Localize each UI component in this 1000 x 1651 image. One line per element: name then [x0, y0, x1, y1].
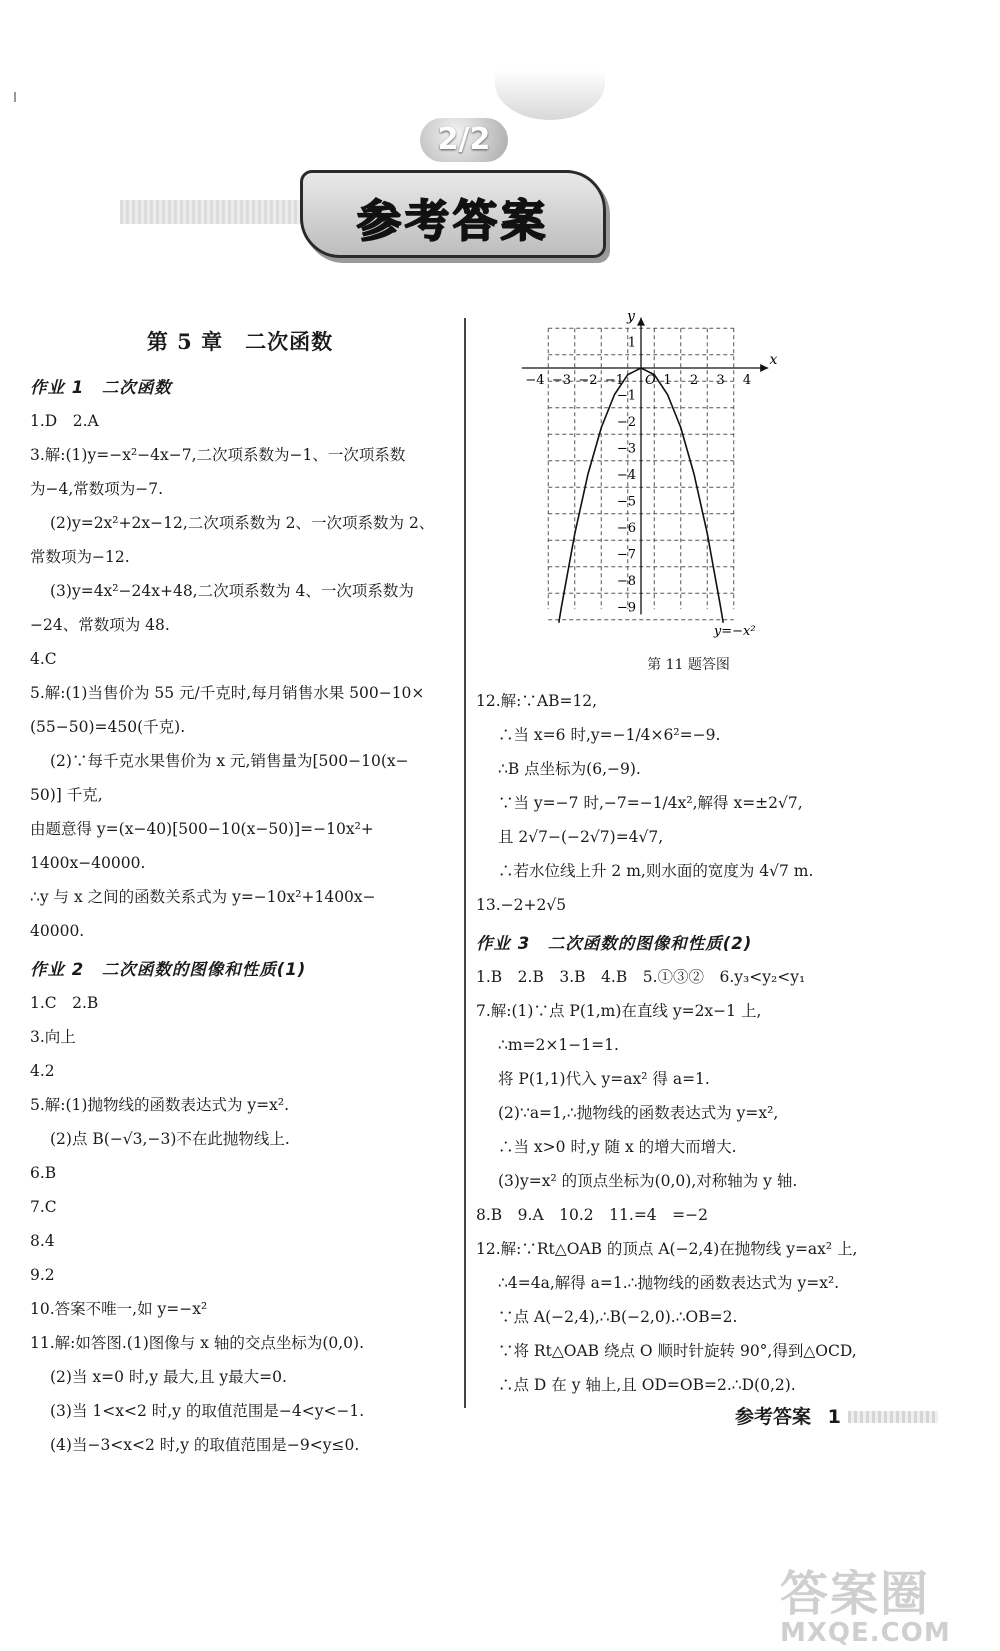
- answer-line: 12.解:∵AB=12,: [476, 692, 598, 710]
- parabola-graph: [476, 308, 901, 648]
- answer-line: 7.解:(1)∵点 P(1,m)在直线 y=2x−1 上,: [476, 1002, 762, 1020]
- x-axis-arrow: [760, 364, 768, 372]
- left-column: [30, 318, 450, 1462]
- parabola-figure: [476, 308, 901, 648]
- answer-line: 40000.: [30, 922, 85, 940]
- y-tick-label: −9: [616, 600, 636, 616]
- watermark-text: 答案圈: [780, 1566, 931, 1622]
- watermark: [780, 1555, 951, 1648]
- answer-line: 11.解:如答图.(1)图像与 x 轴的交点坐标为(0,0).: [30, 1334, 365, 1352]
- answer-line: (4)当−3<x<2 时,y 的取值范围是−9<y≤0.: [50, 1436, 360, 1454]
- origin-label: O: [645, 373, 656, 388]
- x-tick-label: −3: [551, 373, 572, 388]
- x-tick-label: 1: [663, 373, 672, 388]
- homework-3-title: 作业 3 二次函数的图像和性质(2): [476, 934, 753, 953]
- answer-line: ∴当 x>0 时,y 随 x 的增大而增大.: [498, 1138, 737, 1156]
- header-decoration: [495, 70, 605, 120]
- answer-line: 7.C: [30, 1198, 57, 1216]
- column-divider: [464, 318, 466, 1408]
- answer-line: 6.B: [30, 1164, 57, 1182]
- chapter-title: 第 5 章 二次函数: [146, 329, 334, 354]
- answer-line: 1.B 2.B 3.B 4.B 5.①③② 6.y₃<y₂<y₁: [476, 968, 806, 986]
- answer-line: ∴B 点坐标为(6,−9).: [498, 760, 641, 778]
- answer-line: 3.解:(1)y=−x²−4x−7,二次项系数为−1、一次项系数: [30, 446, 406, 464]
- page-footer: [735, 1402, 841, 1429]
- answer-line: 4.C: [30, 650, 57, 668]
- answer-line: 13.−2+2√5: [476, 896, 567, 914]
- answer-line: 1.C 2.B: [30, 994, 99, 1012]
- answer-line: 9.2: [30, 1266, 55, 1284]
- answer-line: 5.解:(1)当售价为 55 元/千克时,每月销售水果 500−10×: [30, 684, 425, 702]
- y-tick-label: −3: [616, 441, 636, 457]
- x-tick-label: −4: [525, 373, 545, 388]
- y-axis-label: y: [627, 308, 635, 325]
- title-banner: [300, 170, 606, 258]
- y-tick-label: −4: [616, 468, 636, 483]
- y-tick-label: −6: [616, 521, 636, 536]
- answer-line: (2)当 x=0 时,y 最大,且 y最大=0.: [50, 1368, 287, 1386]
- answer-line: ∵将 Rt△OAB 绕点 O 顺时针旋转 90°,得到△OCD,: [498, 1342, 857, 1360]
- x-tick-label: 3: [716, 373, 725, 388]
- figure-caption: 第 11 题答图: [647, 657, 730, 673]
- answer-line: 由题意得 y=(x−40)[500−10(x−50)]=−10x²+: [30, 820, 374, 838]
- answer-line: ∵点 A(−2,4),∴B(−2,0).∴OB=2.: [498, 1308, 738, 1326]
- page-title: 参考答案: [357, 196, 549, 247]
- x-tick-label: 2: [689, 373, 699, 388]
- homework-1-title: 作业 1 二次函数: [30, 378, 172, 397]
- x-axis-label: x: [769, 352, 778, 368]
- answer-line: 5.解:(1)抛物线的函数表达式为 y=x².: [30, 1096, 290, 1114]
- answer-line: (2)点 B(−√3,−3)不在此抛物线上.: [50, 1130, 290, 1148]
- y-tick-label: −8: [616, 574, 636, 589]
- y-tick-label: −5: [616, 494, 636, 510]
- answer-line: 50)] 千克,: [30, 786, 103, 804]
- watermark-url: MXQE.COM: [780, 1618, 951, 1648]
- page-number: 1: [827, 1406, 841, 1428]
- curve-label: y=−x²: [713, 624, 756, 640]
- y-tick-label: 1: [627, 335, 636, 351]
- volume-badge: 2/2: [420, 118, 508, 162]
- answer-line: ∵当 y=−7 时,−7=−1/4x²,解得 x=±2√7,: [498, 794, 803, 812]
- corner-mark: [14, 92, 16, 102]
- answer-line: 且 2√7−(−2√7)=4√7,: [498, 828, 664, 846]
- answer-line: 1.D 2.A: [30, 412, 99, 430]
- answer-line: 12.解:∵Rt△OAB 的顶点 A(−2,4)在抛物线 y=ax² 上,: [476, 1240, 858, 1258]
- answer-line: ∴点 D 在 y 轴上,且 OD=OB=2.∴D(0,2).: [498, 1376, 796, 1394]
- x-tick-label: −2: [578, 373, 598, 388]
- answer-line: ∴4=4a,解得 a=1.∴抛物线的函数表达式为 y=x².: [498, 1274, 840, 1292]
- answer-line: 1400x−40000.: [30, 854, 146, 872]
- answer-line: ∴y 与 x 之间的函数关系式为 y=−10x²+1400x−: [30, 888, 376, 906]
- answer-line: (2)y=2x²+2x−12,二次项系数为 2、一次项系数为 2、: [50, 514, 435, 532]
- answer-line: (3)当 1<x<2 时,y 的取值范围是−4<y<−1.: [50, 1402, 365, 1420]
- right-column: [476, 308, 901, 1402]
- answer-line: ∴当 x=6 时,y=−1/4×6²=−9.: [498, 726, 721, 744]
- answer-line: 10.答案不唯一,如 y=−x²: [30, 1300, 208, 1318]
- answer-line: 为−4,常数项为−7.: [30, 480, 164, 498]
- answer-line: (3)y=x² 的顶点坐标为(0,0),对称轴为 y 轴.: [498, 1172, 798, 1190]
- x-tick-label: −1: [604, 373, 625, 388]
- answer-line: 3.向上: [30, 1028, 76, 1046]
- y-axis-arrow: [637, 318, 645, 326]
- answer-line: (55−50)=450(千克).: [30, 718, 186, 736]
- answer-line: ∴m=2×1−1=1.: [498, 1036, 619, 1054]
- footer-label: 参考答案: [735, 1406, 812, 1428]
- answer-line: 常数项为−12.: [30, 548, 130, 566]
- answer-line: ∴若水位线上升 2 m,则水面的宽度为 4√7 m.: [498, 862, 814, 880]
- homework-2-title: 作业 2 二次函数的图像和性质(1): [30, 960, 307, 979]
- y-tick-label: −2: [616, 415, 636, 430]
- answer-line: (3)y=4x²−24x+48,二次项系数为 4、一次项系数为: [50, 582, 414, 600]
- y-tick-label: −7: [616, 547, 636, 563]
- answer-line: 8.B 9.A 10.2 11.=4 =−2: [476, 1206, 709, 1224]
- answer-line: 8.4: [30, 1232, 55, 1250]
- answer-line: (2)∵每千克水果售价为 x 元,销售量为[500−10(x−: [50, 752, 409, 770]
- footer-strip-decoration: [848, 1411, 938, 1423]
- answer-line: (2)∵a=1,∴抛物线的函数表达式为 y=x²,: [498, 1104, 779, 1122]
- answer-line: 将 P(1,1)代入 y=ax² 得 a=1.: [498, 1070, 710, 1088]
- x-tick-label: 4: [742, 373, 752, 388]
- answer-line: 4.2: [30, 1062, 55, 1080]
- answer-line: −24、常数项为 48.: [30, 616, 170, 634]
- y-tick-label: −1: [616, 388, 636, 404]
